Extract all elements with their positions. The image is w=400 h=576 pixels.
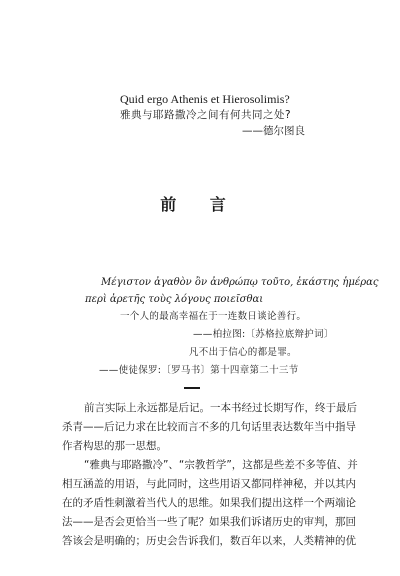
greek-epigraph — [85, 274, 385, 380]
body-line: 在的矛盾性刺激着当代人的思维。如果我们提出这样一个两端论 — [62, 497, 356, 509]
body-text — [62, 399, 358, 551]
paragraph-2 — [62, 456, 358, 551]
body-line: “雅典与耶路撒冷”、“宗教哲学”，这都是些差不多等值、并 — [84, 459, 358, 471]
opening-epigraph — [120, 91, 350, 139]
paul-attribution: ——使徒保罗:〔罗马书〕第十四章第二十三节 — [99, 365, 299, 376]
chinese-quote: 雅典与耶路撒冷之间有何共同之处? — [120, 109, 292, 121]
chapter-title: 前 言 — [160, 195, 240, 214]
paragraph-1 — [62, 399, 357, 456]
greek-line-1: Μέγιστον ἀγαθὸν ὂν ἀνθρώπῳ τοῦτο, ἑκάστης ἡμέρας — [101, 277, 379, 288]
greek-line-2: περὶ ἀρετῆς τοὺς λόγους ποιεῖσθαι — [85, 294, 264, 305]
latin-quote: Quid ergo Athenis et Hierosolimis? — [120, 92, 290, 106]
body-line: 法——是否会更恰当一些了呢？如果我们诉诸历史的审判，那回 — [62, 516, 356, 528]
body-line: 杀青——后记力求在比较而言不多的几句话里表达数年当中指导 — [62, 421, 356, 433]
section-divider — [184, 387, 200, 389]
plato-attribution: ——柏拉图:〔苏格拉底辩护词〕 — [193, 329, 334, 340]
pauline-quote: 凡不出于信心的都是罪。 — [189, 347, 297, 358]
body-line: 前言实际上永远都是后记。一本书经过长期写作，终于最后 — [84, 402, 357, 414]
body-line: 作者构思的那一思想。 — [62, 440, 167, 452]
greek-translation: 一个人的最高幸福在于一连数日谈论善行。 — [120, 311, 307, 322]
body-line: 相互涵盖的用语，与此同时，这些用语又都同样神秘，并以其内 — [62, 478, 356, 490]
quote-attribution: ——德尔图良 — [242, 125, 305, 137]
body-line: 答该会是明确的；历史会告诉我们，数百年以来，人类精神的优 — [62, 535, 356, 547]
